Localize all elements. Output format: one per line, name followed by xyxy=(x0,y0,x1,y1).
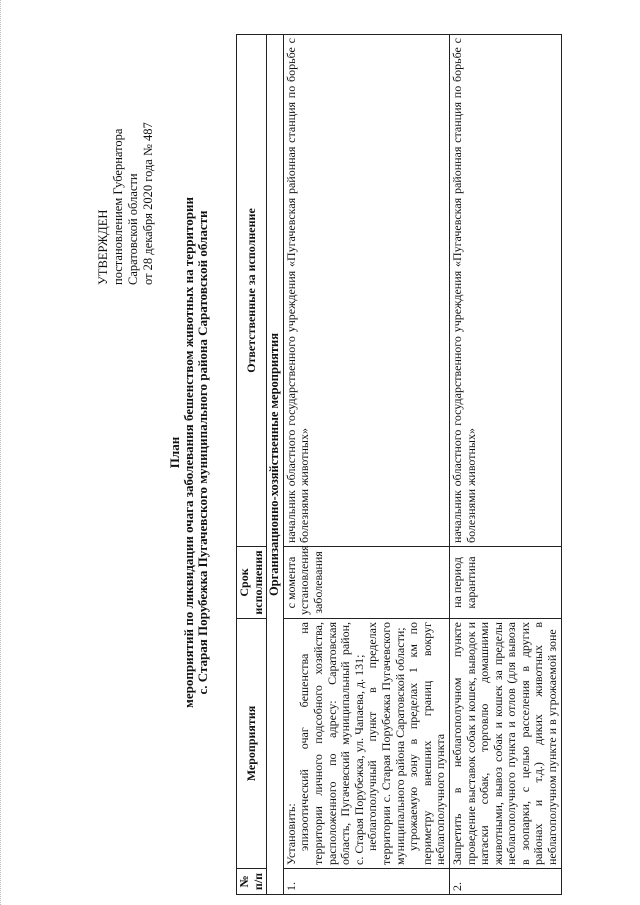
plan-table xyxy=(236,34,562,895)
approval-line: постановлением Губернатора xyxy=(111,128,125,285)
section-title: Организационно-хозяйственные мероприятия xyxy=(267,35,284,895)
row-event xyxy=(283,619,449,869)
title-heading: План xyxy=(167,436,182,469)
row-deadline: с момента установления заболевания xyxy=(283,547,449,619)
approval-line: Саратовской области xyxy=(126,173,140,285)
event-paragraph: неблагополучный пункт в пределах территории с. Старая Порубежка Пугачевского муниципального района Саратовской области; xyxy=(365,622,407,865)
header-events: Мероприятия xyxy=(237,619,267,869)
table-row xyxy=(449,35,561,895)
approval-line: от 28 декабря 2020 года № 487 xyxy=(141,122,155,285)
row-number: 1. xyxy=(283,869,449,895)
header-responsible: Ответственные за исполнение xyxy=(237,35,267,547)
section-row xyxy=(267,35,284,895)
row-number: 2. xyxy=(449,869,561,895)
title-line: мероприятий по ликвидации очага заболевания бешенством животных на территории xyxy=(181,197,196,708)
approval-stamp xyxy=(96,122,156,285)
row-responsible: начальник областного государственного учреждения «Пугачевская районная станция по борьбе с болезнями животных» xyxy=(283,35,449,547)
event-paragraph: эпизоотический очаг бешенства на территории личного подсобного хозяйства, расположенного по адресу: Саратовская область, Пугачевский муниципальный район, с. Старая Порубежка, ул. Чапаева, д. 131; xyxy=(297,622,366,865)
table-header-row xyxy=(237,35,267,895)
event-paragraph: Запретить в неблагополучном пункте проведение выставок собак и кошек, выводок и натаски собак, торговлю домашними животными, вывоз собак и кошек за пределы неблагополучного пункта и отлов (для вывоза в зоопарки, с целью расселения в других районах и т.д.) диких животных в неблагополучном пункте и в угрожаемой зоне xyxy=(449,622,560,865)
scan-edge xyxy=(0,0,4,905)
document-title xyxy=(168,0,210,905)
header-num: № п/п xyxy=(237,869,267,895)
approval-line: УТВЕРЖДЕН xyxy=(96,209,110,285)
row-event xyxy=(449,619,561,869)
table-row xyxy=(283,35,449,895)
row-deadline: на период карантина xyxy=(449,547,561,619)
event-paragraph: угрожаемую зону в пределах 1 км по периметру внешних границ вокруг неблагополучного пункта xyxy=(406,622,448,865)
title-line: с. Старая Порубежка Пугачевского муниципального района Саратовской области xyxy=(195,210,210,695)
row-responsible: начальник областного государственного учреждения «Пугачевская районная станция по борьбе с болезнями животных» xyxy=(449,35,561,547)
event-paragraph: Установить: xyxy=(283,803,298,865)
header-deadline: Срок исполнения xyxy=(237,547,267,619)
